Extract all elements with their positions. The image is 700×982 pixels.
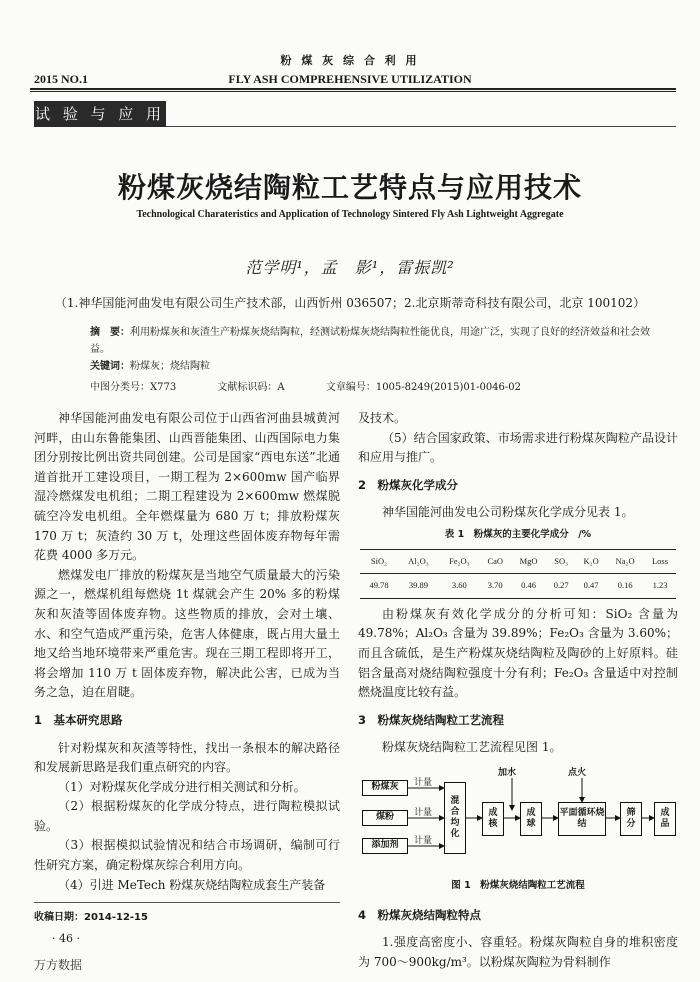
table-cell: 0.16 — [606, 574, 644, 599]
flow-step-box: 成球 — [520, 802, 542, 836]
table-cell: 3.60 — [439, 574, 480, 599]
list-item: （4）引进 MeTech 粉煤灰烧结陶粒成套生产装备 — [58, 877, 326, 892]
journal-title-zh: 粉 煤 灰 综 合 利 用 — [280, 54, 420, 67]
paragraph: 1.强度高密度小、容重轻。粉煤灰陶粒自身的堆积密度为 700～900kg/m³。以粉煤灰陶粒为骨料制作 — [358, 935, 678, 969]
table-header-cell: Fe₂O₃ — [439, 549, 480, 574]
abstract-label: 摘 要： — [90, 327, 130, 338]
paragraph: 由粉煤灰有效化学成分的分析可知：SiO₂ 含量为 49.78%；Al₂O₃ 含量为 39.89%；Fe₂O₃ 含量为 3.60%；而且含硫低，是生产粉煤灰烧结陶粒及陶砂的上好原料。硅铝含量高对烧结陶粒强度十分有利；Fe₂O₃ 含量适中对控制燃烧温度比较有益。 — [358, 606, 678, 700]
issue-label: 2015 NO.1 — [34, 72, 88, 86]
abstract-text: 利用粉煤灰和灰渣生产粉煤灰烧结陶粒，经测试粉煤灰烧结陶粒性能优良，用途广泛，实现了良好的经济效益和社会效益。 — [90, 327, 650, 355]
chemical-composition-table — [360, 549, 676, 599]
page-number: · 46 · — [52, 932, 80, 945]
table-cell: 0.46 — [511, 574, 547, 599]
header-rule-thin — [30, 91, 676, 92]
section-heading-4: 4 粉煤灰烧结陶粒特点 — [358, 907, 482, 922]
table-cell: 3.70 — [480, 574, 511, 599]
table-cell: 0.27 — [546, 574, 576, 599]
table-cell: 0.47 — [576, 574, 606, 599]
authors: 范学明¹，孟 影¹，雷振凯² — [245, 258, 455, 277]
abstract — [90, 324, 650, 375]
section-heading-2: 2 粉煤灰化学成分 — [358, 477, 459, 492]
paragraph: 燃煤发电厂排放的粉煤灰是当地空气质量最大的污染源之一，燃煤机组每燃烧 1t 煤就会产生 20% 多的粉煤灰和灰渣等固体废弃物。这些物质的排放，会对土壤、水、和空气造成严重污染，危害人体健康，既占用大量土地又给当地环境带来严重危害。现在三期工程即将开工，将会增加 110 万 t 固体废弃物，解决此公害，已成为当务之急，迫在眉睫。 — [34, 567, 340, 700]
watermark: 万方数据 — [34, 958, 83, 972]
flow-step-box: 成品 — [654, 802, 676, 836]
paragraph: 针对粉煤灰和灰渣等特性，找出一条根本的解决路径和发展新思路是我们重点研究的内容。 — [34, 740, 340, 775]
flow-step-box: 成核 — [482, 802, 504, 836]
ignite-label: 点火 — [568, 767, 587, 778]
meter-label: 计量 — [414, 777, 433, 788]
process-flow-diagram — [358, 764, 678, 874]
clc-number: 中图分类号：X773 — [90, 382, 177, 393]
received-date: 收稿日期：2014-12-15 — [34, 912, 148, 923]
table-cell: 1.23 — [644, 574, 676, 599]
figure-caption: 图 1 粉煤灰烧结陶粒工艺流程 — [451, 879, 585, 891]
table-header-cell: K₂O — [576, 549, 606, 574]
article-title-en: Technological Charateristics and Application of Technology Sintered Fly Ash Lightweight Aggregate — [136, 209, 564, 220]
flow-input-box: 添加剂 — [362, 838, 408, 854]
paragraph: 神华国能河曲发电公司粉煤灰化学成分见表 1。 — [382, 505, 634, 520]
table-caption: 表 1 粉煤灰的主要化学成分 /% — [444, 528, 592, 540]
right-column — [358, 409, 678, 972]
flow-step-box: 筛分 — [620, 802, 642, 836]
header-rule — [30, 88, 676, 90]
list-item: （5）结合国家政策、市场需求进行粉煤灰陶粒产品设计和应用与推广。 — [358, 430, 678, 465]
paragraph: 神华国能河曲发电有限公司位于山西省河曲县城黄河河畔，由山东鲁能集团、山西晋能集团、山西国际电力集团分别按比例出资共同创建。公司是国家“西电东送”北通道首批开工建设项目，一期工程为 2×600mw 国产临界湿冷燃煤发电机组；二期工程建设为 2×600mw 燃煤脱硫空冷发电机组。全年燃煤量为 680 万 t；排放粉煤灰 170 万 t；灰渣约 30 万 t，处理这些固体废弃物每年需花费 4000 多万元。 — [34, 411, 340, 563]
journal-title-en: FLY ASH COMPREHENSIVE UTILIZATION — [228, 72, 472, 86]
section-divider — [166, 126, 676, 127]
paragraph: 及技术。 — [358, 411, 407, 425]
section-heading-1: 1 基本研究思路 — [34, 712, 123, 727]
section-heading-3: 3 粉煤灰烧结陶粒工艺流程 — [358, 712, 505, 727]
article-meta — [90, 378, 559, 393]
meter-label: 计量 — [414, 807, 433, 818]
keywords-text: 粉煤灰；烧结陶粒 — [130, 361, 210, 372]
table-header-cell: Al₂O₃ — [398, 549, 439, 574]
footnote-rule — [34, 902, 340, 903]
list-item: （3）根据模拟试验情况和结合市场调研，编制可行性研究方案，确定粉煤灰综合利用方向。 — [34, 838, 340, 873]
flow-input-box: 粉煤灰 — [362, 780, 408, 796]
keywords-label: 关键词： — [90, 361, 130, 372]
table-header-cell: Na₂O — [606, 549, 644, 574]
table-header-cell: MgO — [511, 549, 547, 574]
list-item: （2）根据粉煤灰的化学成分特点，进行陶粒模拟试验。 — [34, 799, 340, 833]
table-header-cell: SO₃ — [546, 549, 576, 574]
table-header-cell: Loss — [644, 549, 676, 574]
table-header-cell: SiO₂ — [360, 549, 398, 574]
document-code: 文献标识码：A — [217, 382, 285, 393]
left-column — [34, 409, 340, 895]
section-banner: 试 验 与 应 用 — [34, 101, 166, 127]
affiliation: （1.神华国能河曲发电有限公司生产技术部，山西忻州 036507；2.北京斯蒂奇科技有限公司，北京 100102） — [54, 296, 646, 310]
article-number: 文章编号：1005-8249(2015)01-0046-02 — [325, 382, 522, 393]
table-cell: 49.78 — [360, 574, 398, 599]
list-item: （1）对粉煤灰化学成分进行相关测试和分析。 — [58, 779, 306, 794]
table-header-cell: CaO — [480, 549, 511, 574]
water-label: 加水 — [498, 767, 517, 778]
meter-label: 计量 — [414, 835, 433, 846]
flow-step-box: 平面循环烧结 — [558, 802, 606, 836]
article-title-zh: 粉煤灰烧结陶粒工艺特点与应用技术 — [117, 171, 582, 204]
flow-input-box: 煤粉 — [362, 810, 408, 826]
flow-step-box: 混合均化 — [444, 782, 466, 854]
table-cell: 39.89 — [398, 574, 439, 599]
paragraph: 粉煤灰烧结陶粒工艺流程见图 1。 — [382, 740, 562, 755]
